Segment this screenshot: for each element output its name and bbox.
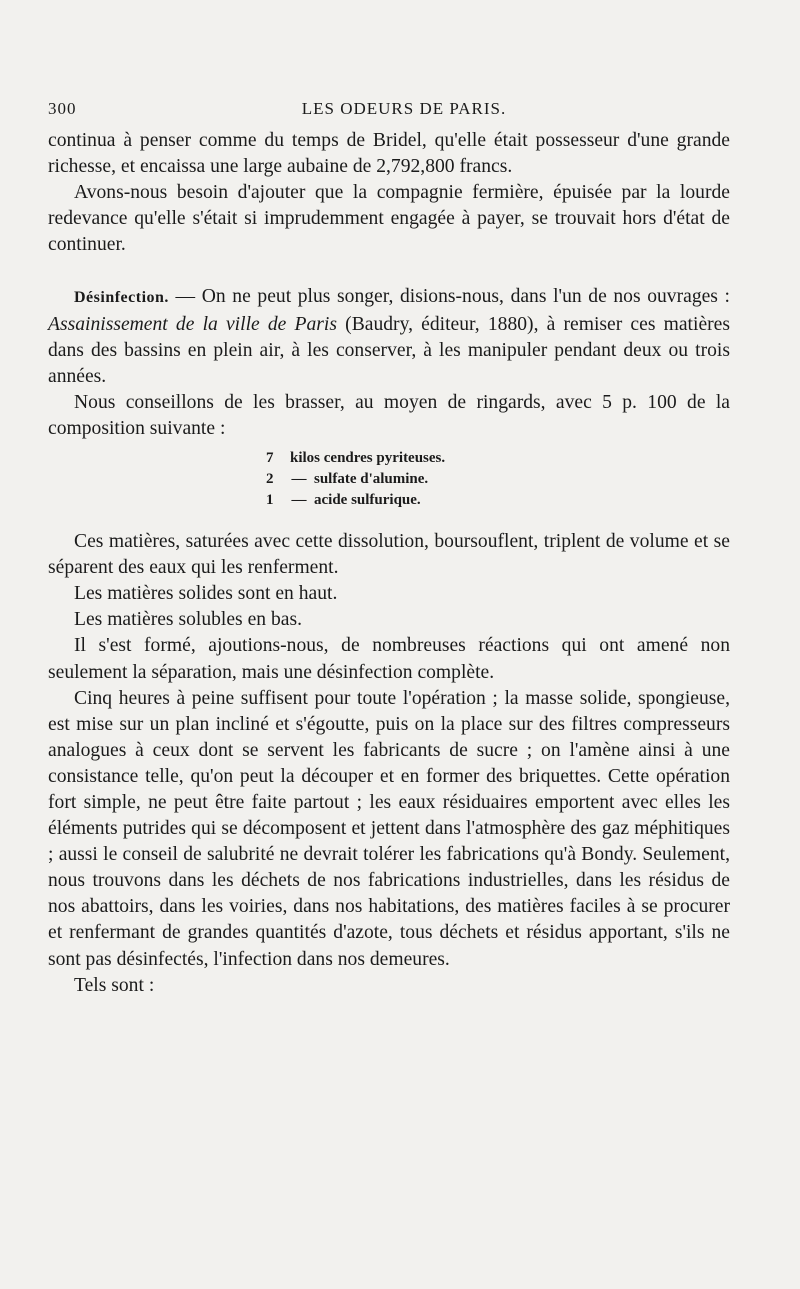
recipe-item: sulfate d'alumine. bbox=[314, 471, 429, 488]
page-header bbox=[48, 99, 760, 123]
running-title: LES ODEURS DE PARIS. bbox=[301, 99, 507, 118]
recipe-row bbox=[266, 469, 730, 490]
paragraph: Il s'est formé, ajoutions-nous, de nombreuses réactions qui ont amené non seulement la séparation, mais une désinfection complète. bbox=[48, 635, 730, 683]
spacer bbox=[48, 511, 730, 529]
paragraph: Tels sont : bbox=[74, 974, 155, 996]
paragraph: Ces matières, saturées avec cette dissolution, boursouflent, triplent de volume et se séparent des eaux qui les renferment. bbox=[48, 531, 730, 579]
book-title: Assainissement de la ville de Paris bbox=[48, 313, 337, 335]
recipe-dash: — bbox=[291, 492, 307, 509]
recipe-qty: 7 bbox=[266, 450, 274, 467]
recipe-qty: 1 bbox=[266, 492, 274, 509]
paragraph: Les matières solides sont en haut. bbox=[74, 583, 338, 605]
recipe-qty: 2 bbox=[266, 471, 274, 488]
recipe-item: kilos cendres pyriteuses. bbox=[290, 450, 446, 467]
text-run: (Baudry, éditeur, 1880), à remiser ces matières dans des bassins en plein air, à les conserver, à les manipuler pendant deux ou trois années. bbox=[48, 313, 730, 387]
section-paragraph bbox=[48, 284, 730, 389]
paragraph: Les matières solubles en bas. bbox=[74, 609, 302, 631]
recipe-item: acide sulfurique. bbox=[314, 492, 421, 509]
text-run: — On ne peut plus songer, disions-nous, dans l'un de nos ouvrages : bbox=[168, 286, 730, 308]
paragraph: continua à penser comme du temps de Bridel, qu'elle était possesseur d'une grande richesse, et encaissa une large aubaine de 2,792,800 francs. bbox=[48, 130, 730, 178]
paragraph: Cinq heures à peine suffisent pour toute l'opération ; la masse solide, spongieuse, est mise sur un plan incliné et s'égoutte, puis on la place sur des filtres compresseurs analogues à ceux dont se servent les fabricants de sucre ; on l'amène ainsi à une consistance telle, qu'on peut la découper et en former des briquettes. Cette opération fort simple, ne peut être faite partout ; les eaux résiduaires emportent avec elles les éléments putrides qui se décomposent et jettent dans l'atmosphère des gaz méphitiques ; aussi le conseil de salubrité ne devrait tolérer les fabrications qu'à Bondy. Seulement, nous trouvons dans les déchets de nos fabrications industrielles, dans les résidus de nos abattoirs, dans les voiries, dans nos habitations, des matières faciles à se procurer et renfermant de grandes quantités d'azote, tous déchets et résidus apportant, s'ils ne sont pas désinfectés, l'infection dans nos demeures. bbox=[48, 687, 730, 970]
page-number: 300 bbox=[48, 99, 77, 118]
paragraph: Avons-nous besoin d'ajouter que la compagnie fermière, épuisée par la lourde redevance qu'elle s'était si imprudemment engagée à payer, se trouvait hors d'état de continuer. bbox=[48, 182, 730, 256]
body-text bbox=[48, 128, 730, 999]
recipe-dash: — bbox=[291, 471, 307, 488]
section-lead: Désinfection. bbox=[74, 289, 169, 307]
recipe-list bbox=[266, 448, 730, 511]
recipe-row bbox=[266, 448, 730, 469]
paragraph: Nous conseillons de les brasser, au moyen de ringards, avec 5 p. 100 de la composition suivante : bbox=[48, 391, 730, 439]
spacer bbox=[48, 258, 730, 284]
recipe-row bbox=[266, 490, 730, 511]
